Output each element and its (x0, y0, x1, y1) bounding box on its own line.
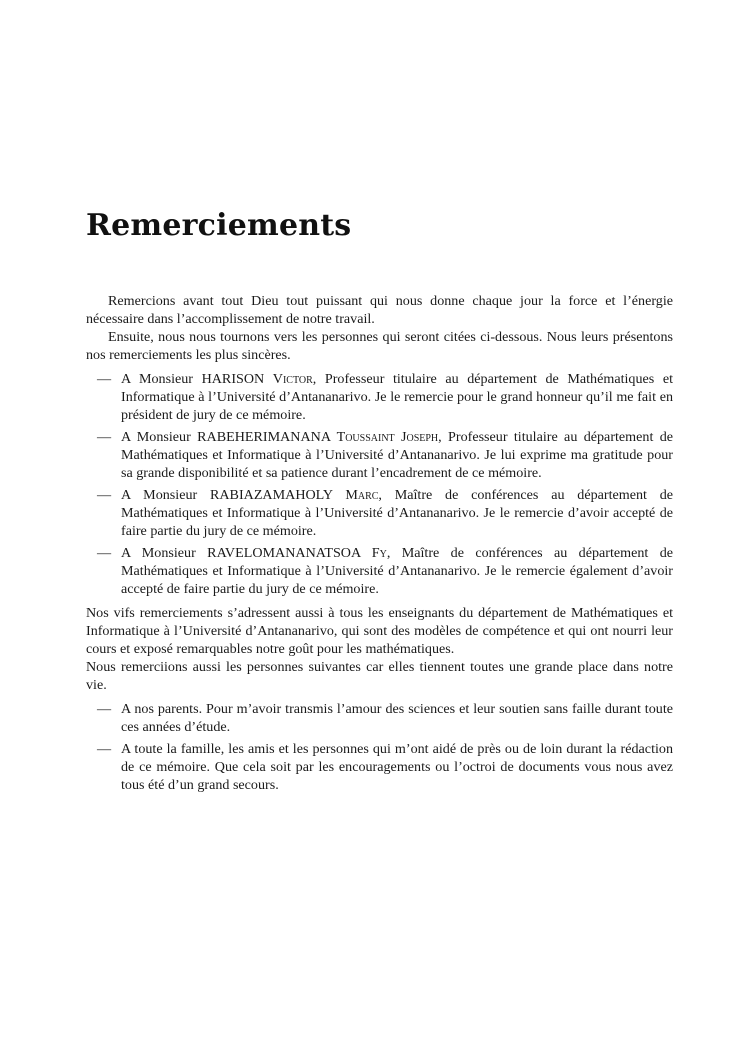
jury-name: Toussaint Joseph (336, 429, 439, 445)
acknowledgements-body (86, 292, 673, 800)
jury-text: , Professeur titulaire au département de Mathématiques et Informatique à l’Université d’Antananarivo. Je le remercie pour le grand honneur qu’il me fait en président de jury de ce mémoire. (121, 371, 673, 423)
others-list (86, 700, 673, 794)
others-item: — A nos parents. Pour m’avoir transmis l’amour des sciences et leur soutien sans faille durant toute ces années d’étude. (121, 700, 673, 736)
jury-text: , Professeur titulaire au département de Mathématiques et Informatique à l’Université d’Antananarivo. Je lui exprime ma gratitude pour sa grande disponibilité et sa patience durant l’encadrement de ce mémoire. (121, 429, 674, 481)
page-title: Remerciements (86, 208, 352, 243)
jury-text: , Maître de conférences au département de Mathématiques et Informatique à l’Université d’Antananarivo. Je le remercie d’avoir accepté de faire partie du jury de ce mémoire. (121, 487, 673, 539)
jury-item (121, 428, 673, 482)
others-item: — A toute la famille, les amis et les personnes qui m’ont aidé de près ou de loin durant la rédaction de ce mémoire. Que cela soit par les encouragements ou l’octroi de documents vous nous avez tous été d’un grand secours. (121, 740, 673, 794)
jury-prefix: A Monsieur HARISON (121, 371, 273, 387)
jury-text: , Maître de conférences au département de Mathématiques et Informatique à l’Université d’Antananarivo. Je le remercie également d’avoir accepté de faire partie du jury de ce mémoire. (121, 545, 673, 597)
jury-name: Victor (272, 371, 313, 387)
jury-item (121, 370, 673, 424)
jury-name: Marc (345, 487, 379, 503)
intro-paragraph-1: Remercions avant tout Dieu tout puissant qui nous donne chaque jour la force et l’énergie nécessaire dans l’accomplissement de notre travail. (86, 293, 673, 327)
jury-prefix: A Monsieur RABEHERIMANANA (121, 429, 337, 445)
jury-prefix: A Monsieur RABIAZAMAHOLY (121, 487, 346, 503)
jury-name: Fy (371, 545, 387, 561)
jury-prefix: A Monsieur RAVELOMANANATSOA (121, 545, 372, 561)
teachers-paragraph: Nos vifs remerciements s’adressent aussi à tous les enseignants du département de Mathématiques et Informatique à l’Université d’Antananarivo, qui sont des modèles de compétence et qui ont nourri leur cours et exposé remarquables notre goût pour les mathématiques. (86, 605, 673, 657)
others-paragraph: Nous remerciions aussi les personnes suivantes car elles tiennent toutes une grande place dans notre vie. (86, 659, 673, 693)
jury-item (121, 544, 673, 598)
jury-item (121, 486, 673, 540)
jury-list (86, 370, 673, 598)
intro-paragraph-2: Ensuite, nous nous tournons vers les personnes qui seront citées ci-dessous. Nous leurs présentons nos remerciements les plus sincères. (86, 329, 673, 363)
